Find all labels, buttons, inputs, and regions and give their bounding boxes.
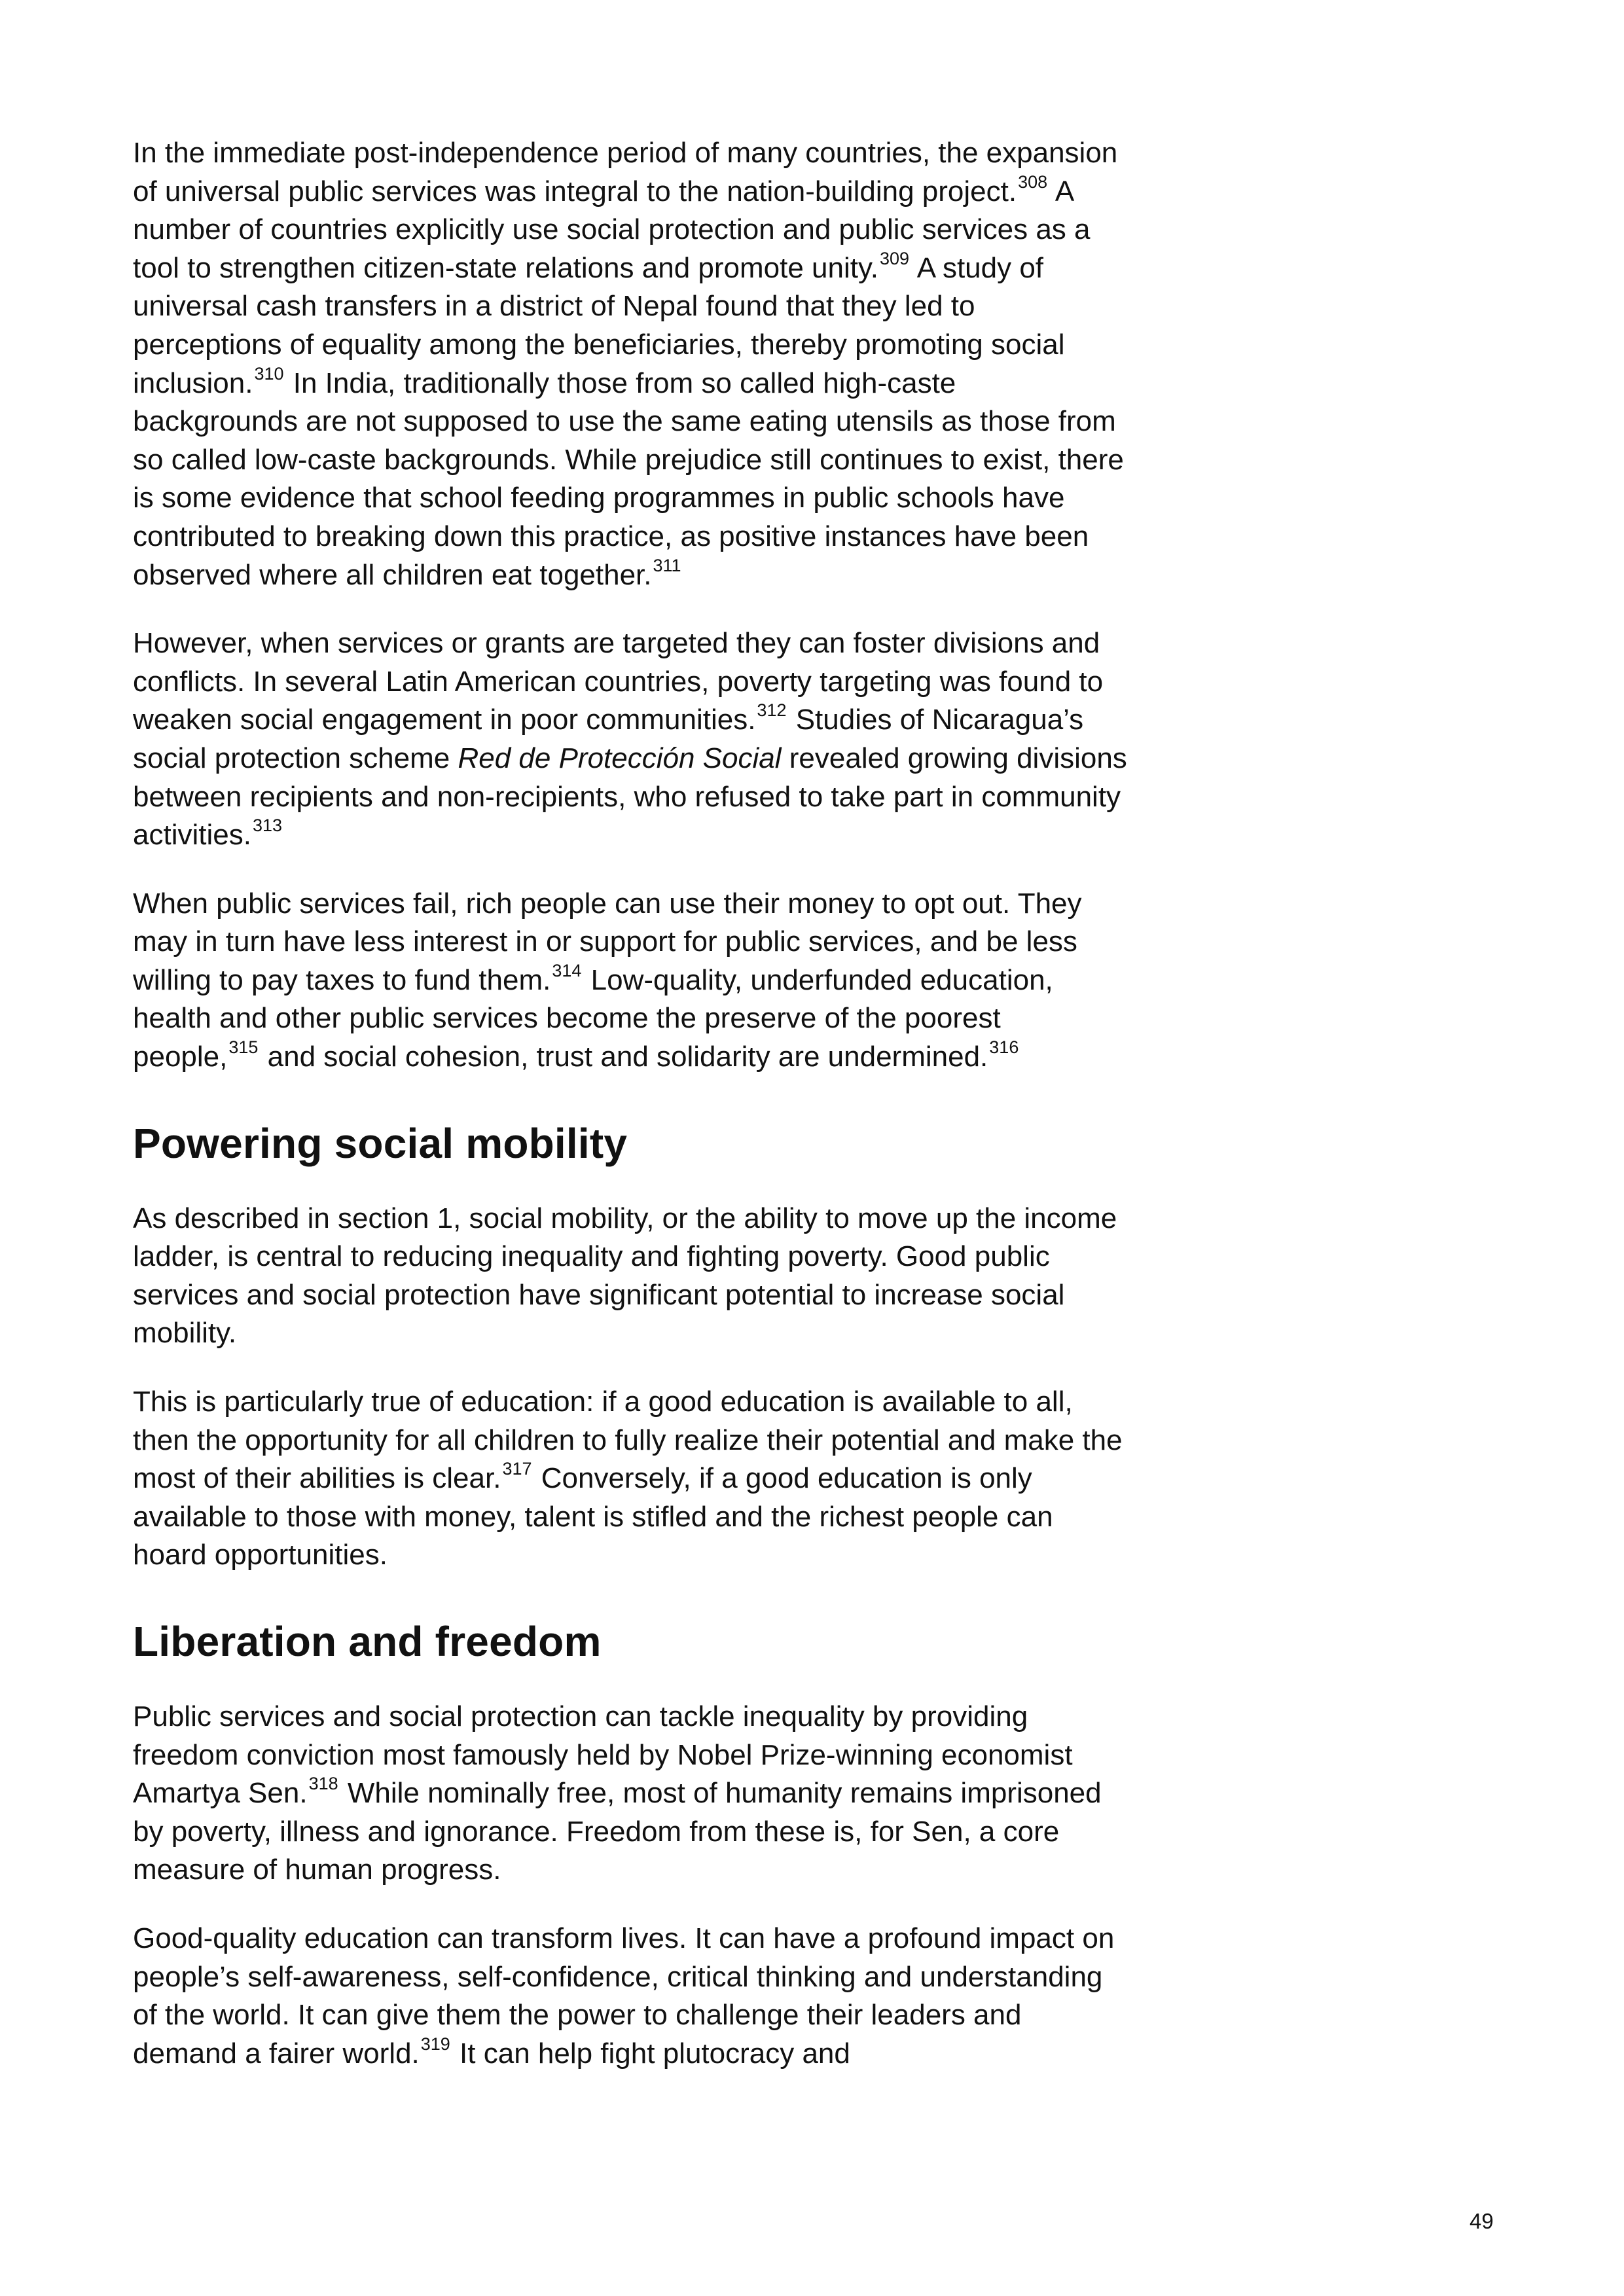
text-run: A number of countries explicitly use social protection and public services as a tool to strengthen citizen-state relations and promote unity. [133,175,1091,284]
paragraph-services-fail [133,885,1128,1077]
text-run: revealed growing divisions between recipients and non-recipients, who refused to take part in community activities. [133,742,1127,852]
footnote-ref-312: 312 [757,700,787,721]
footnote-ref-313: 313 [252,816,283,836]
italic-term: Red de Protección Social [458,742,782,774]
footnote-ref-316: 316 [989,1037,1019,1058]
paragraph-freedom-sen [133,1698,1128,1890]
page-number: 49 [1470,2209,1494,2233]
footnote-ref-314: 314 [552,960,582,980]
footnote-ref-315: 315 [228,1037,259,1058]
footnote-ref-311: 311 [653,555,681,575]
text-run: This is particularly true of education: if a good education is available to all, then the opportunity for all children to fully realize their potential and make the most of their abilities is clear. [133,1386,1123,1495]
paragraph-education-opportunity [133,1383,1128,1575]
heading-powering-social-mobility: Powering social mobility [133,1119,628,1167]
text-run: It can help fight plutocracy and [451,2037,850,2070]
footnote-ref-308: 308 [1018,171,1048,192]
text-run: A study of universal cash transfers in a district of Nepal found that they led to perceptions of equality among the beneficiaries, thereby promoting social inclusion. [133,251,1065,399]
text-run: In India, traditionally those from so called high-caste backgrounds are not supposed to use the same eating utensils as those from so called low-caste backgrounds. While prejudice still continues to exist, there is some evidence that school feeding programmes in public schools have contributed to breaking down this practice, as positive instances have been observed where all children eat together. [133,367,1124,591]
paragraph-transform-lives [133,1920,1128,2073]
footnote-ref-318: 318 [308,1774,338,1794]
paragraph-social-mobility [133,1200,1128,1353]
text-run: Good-quality education can transform lives. It can have a profound impact on people’s self-awareness, self-confidence, critical thinking and understanding of the world. It can give them the power to challenge their leaders and demand a fairer world. [133,1922,1115,2070]
heading-liberation-and-freedom: Liberation and freedom [133,1618,602,1665]
document-body [133,134,1128,2103]
text-run: Studies of Nicaragua’s social protection scheme [133,704,1084,774]
text-run: As described in section 1, social mobility, or the ability to move up the income ladder, is central to reducing inequality and fighting poverty. Good public services and social protection have significant potential to increase social mobility. [133,1202,1117,1350]
text-run: In the immediate post-independence period of many countries, the expansion of universal public services was integral to the nation-building project. [133,137,1118,207]
paragraph-targeting-divisions [133,624,1128,855]
text-run: and social cohesion, trust and solidarity are undermined. [259,1041,988,1073]
footnote-ref-319: 319 [420,2034,450,2054]
text-run: When public services fail, rich people can use their money to opt out. They may in turn have less interest in or support for public services, and be less willing to pay taxes to fund them. [133,887,1082,996]
footnote-ref-310: 310 [254,363,284,384]
footnote-ref-317: 317 [502,1459,532,1479]
text-run: Low-quality, underfunded education, health and other public services become the preserve of the poorest people, [133,963,1053,1073]
footnote-ref-309: 309 [879,248,909,268]
text-run: While nominally free, most of humanity remains imprisoned by poverty, illness and ignorance. Freedom from these is, for Sen, a core measure of human progress. [133,1777,1102,1886]
text-run: Conversely, if a good education is only available to those with money, talent is stifled and the richest people can hoard opportunities. [133,1462,1053,1571]
text-run: However, when services or grants are targeted they can foster divisions and conflicts. In several Latin American countries, poverty targeting was found to weaken social engagement in poor communities. [133,627,1104,736]
paragraph-nation-building [133,134,1128,594]
text-run: Public services and social protection can tackle inequality by providing freedom conviction most famously held by Nobel Prize-winning economist Amartya Sen. [133,1700,1073,1810]
